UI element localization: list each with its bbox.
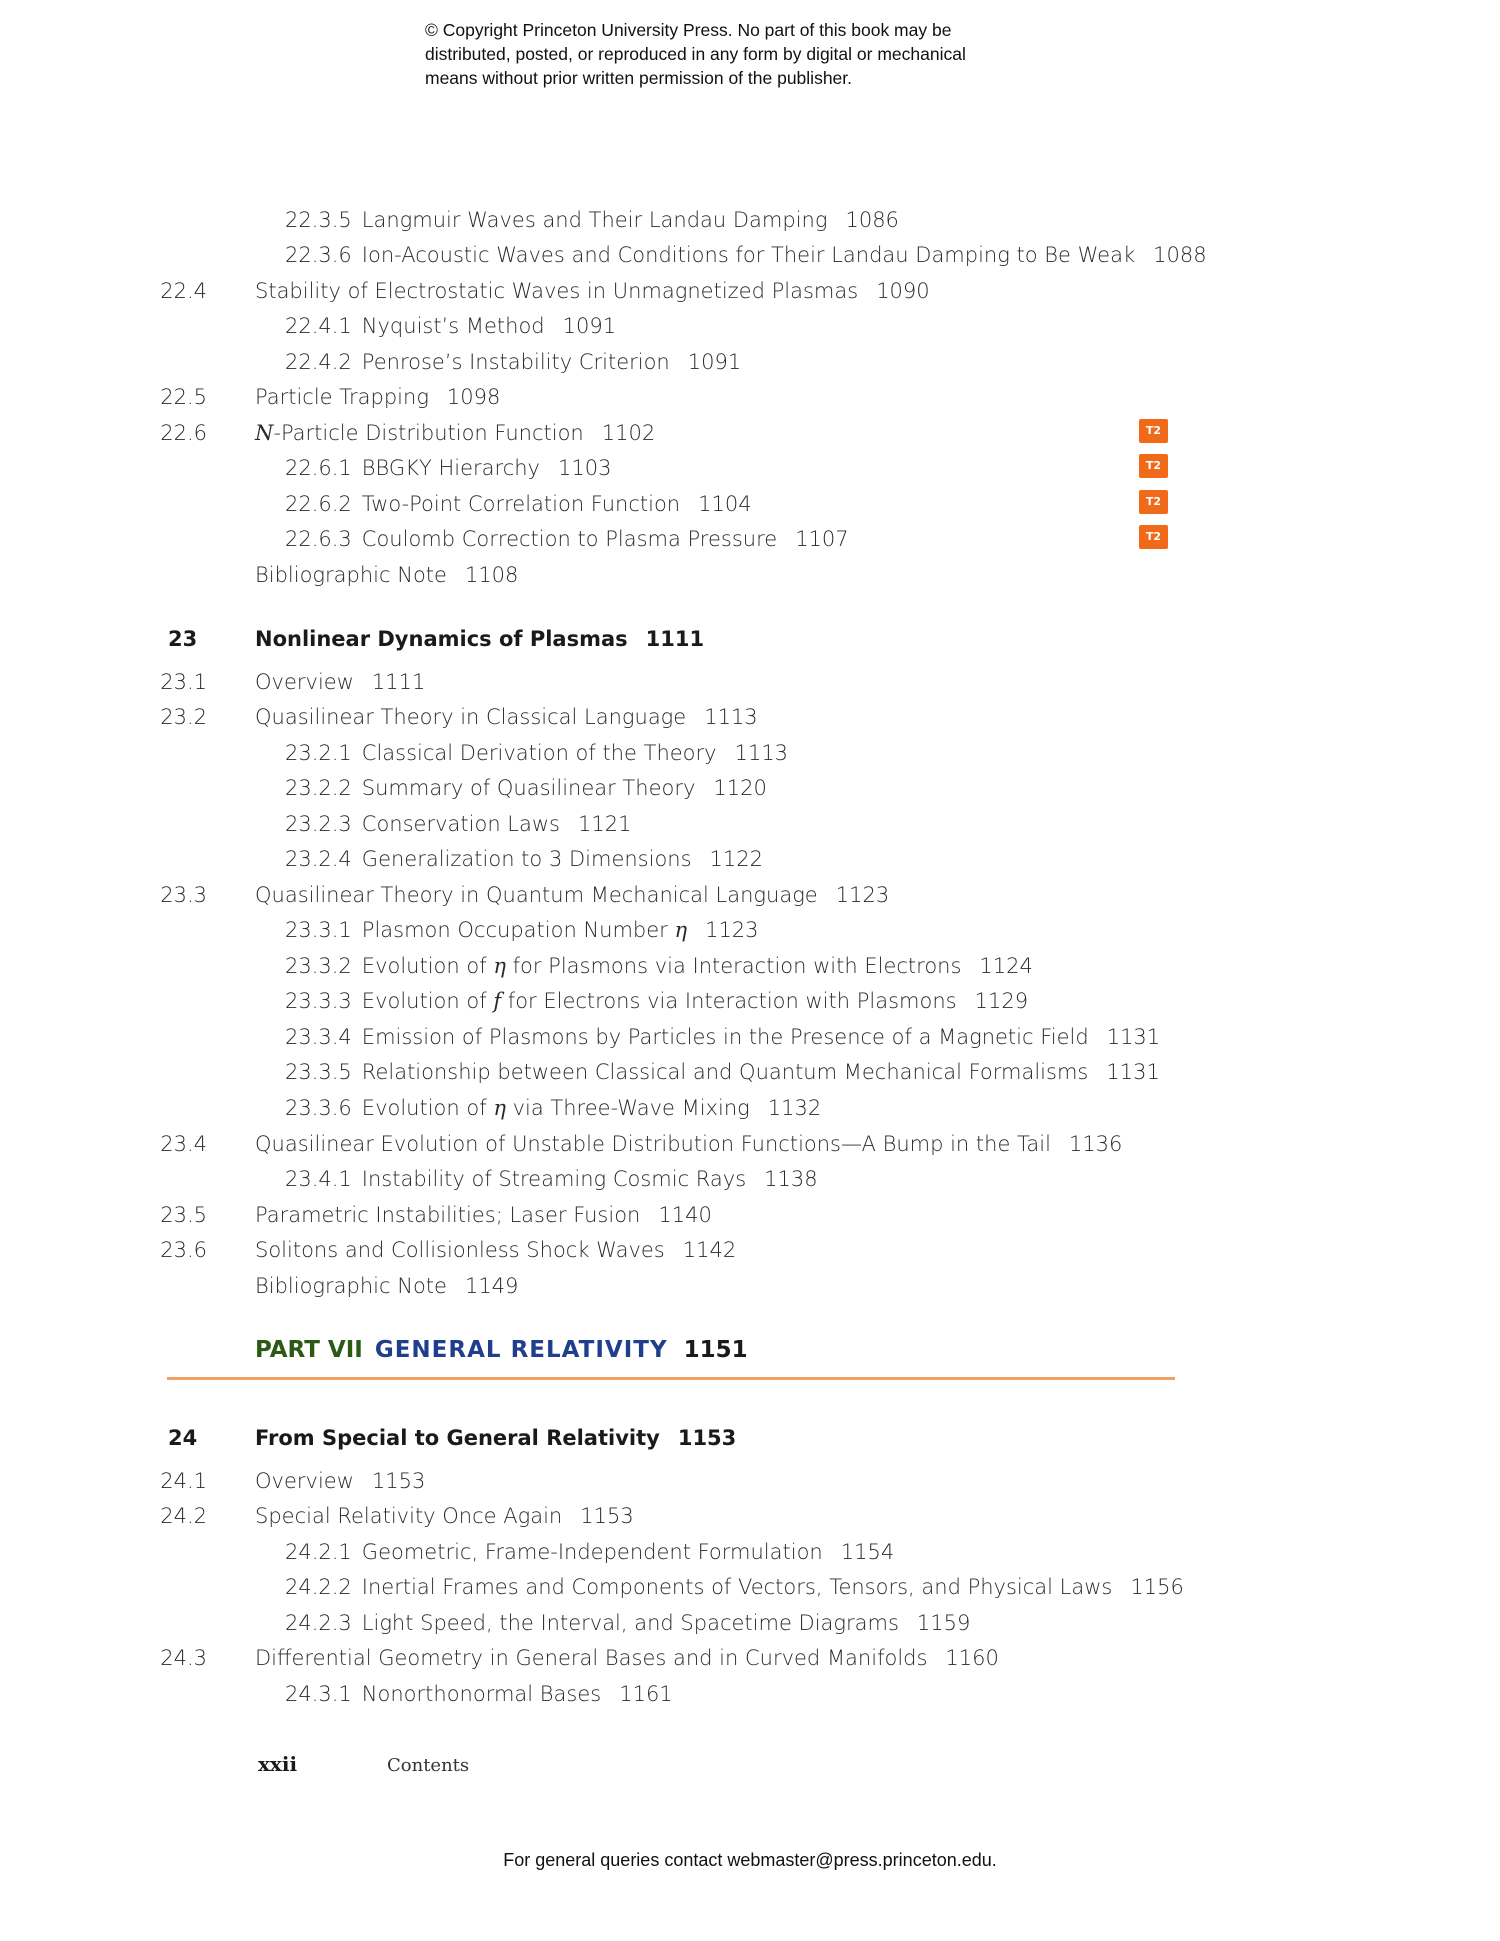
- toc-entry: [285, 952, 1033, 980]
- page-number: 1159: [916, 1611, 971, 1635]
- toc-entry: [255, 1467, 425, 1495]
- section-number: 24.1: [160, 1469, 207, 1493]
- part-label: PART VII: [255, 1337, 363, 1363]
- section-number: 22.4.1: [285, 314, 352, 338]
- section-title: Differential Geometry in General Bases and in Curved Manifolds: [255, 1646, 928, 1670]
- copyright-line: © Copyright Princeton University Press. No part of this book may be: [425, 20, 952, 40]
- math-symbol: η: [674, 918, 688, 942]
- section-number: 23.2.2: [285, 776, 352, 800]
- toc-entry: [285, 1094, 821, 1122]
- section-title: Relationship between Classical and Quantum Mechanical Formalisms: [361, 1060, 1089, 1084]
- section-number: 23.6: [160, 1238, 207, 1262]
- section-title: Langmuir Waves and Their Landau Damping: [361, 208, 828, 232]
- section-title: Solitons and Collisionless Shock Waves: [255, 1238, 665, 1262]
- page-number: 1123: [705, 918, 759, 942]
- page-number: 1086: [845, 208, 899, 232]
- page-number: 1160: [945, 1646, 999, 1670]
- page-number: 1153: [677, 1426, 737, 1450]
- toc-entry: [285, 1058, 1160, 1086]
- section-number: 24.2.1: [285, 1540, 352, 1564]
- section-title: Particle Trapping: [255, 385, 429, 409]
- section-title: BBGKY Hierarchy: [361, 456, 540, 480]
- toc-entry: [285, 490, 752, 518]
- track-two-badge: T2: [1139, 419, 1168, 443]
- toc-entry: [255, 668, 425, 696]
- section-title: Special Relativity Once Again: [255, 1504, 563, 1528]
- section-number: 23.2: [160, 705, 207, 729]
- math-symbol: η: [493, 1096, 506, 1120]
- section-number: 23.2.1: [285, 741, 352, 765]
- toc-entry: [285, 241, 1207, 269]
- section-number: 23.3.5: [285, 1060, 352, 1084]
- page-number: 1154: [840, 1540, 895, 1564]
- chapter-heading: [255, 1424, 736, 1452]
- page-number: 1131: [1106, 1025, 1161, 1049]
- toc-entry: [255, 703, 758, 731]
- page-number: 1124: [979, 954, 1033, 978]
- section-title: Classical Derivation of the Theory: [361, 741, 717, 765]
- toc-entry: [285, 1538, 894, 1566]
- page-number: 1088: [1153, 243, 1207, 267]
- section-title: Geometric, Frame-Independent Formulation: [361, 1540, 823, 1564]
- toc-entry: [285, 1680, 673, 1708]
- page-number: 1122: [709, 847, 763, 871]
- section-title: Inertial Frames and Components of Vectors, Tensors, and Physical Laws: [361, 1575, 1113, 1599]
- page-number: 1138: [764, 1167, 818, 1191]
- page-number: 1108: [464, 563, 519, 587]
- section-number: 23.3.2: [285, 954, 352, 978]
- copyright-line: distributed, posted, or reproduced in any form by digital or mechanical: [425, 44, 966, 64]
- page-number: 1132: [767, 1096, 822, 1120]
- section-number: 23.1: [160, 670, 207, 694]
- toc-entry: [285, 1609, 970, 1637]
- section-number: 23.3.3: [285, 989, 352, 1013]
- section-number: 22.6.1: [285, 456, 352, 480]
- toc-entry: [255, 383, 500, 411]
- chapter-number: 24: [168, 1426, 198, 1450]
- toc-entry: [285, 312, 616, 340]
- section-title: Emission of Plasmons by Particles in the Presence of a Magnetic Field: [361, 1025, 1089, 1049]
- toc-entry: [285, 987, 1028, 1015]
- toc-entry: [285, 774, 767, 802]
- track-two-badge: T2: [1139, 454, 1168, 478]
- chapter-title: From Special to General Relativity: [255, 1426, 660, 1450]
- section-title: Evolution of: [361, 989, 487, 1013]
- footer-contact: For general queries contact webmaster@press.princeton.edu.: [503, 1850, 997, 1870]
- page-number: 1153: [580, 1504, 634, 1528]
- section-number: 22.6.2: [285, 492, 352, 516]
- section-number: 24.2.3: [285, 1611, 352, 1635]
- toc-entry: [255, 881, 889, 909]
- section-title: Quasilinear Theory in Quantum Mechanical Language: [255, 883, 818, 907]
- copyright-notice: [425, 18, 1065, 90]
- section-number: 24.3.1: [285, 1682, 352, 1706]
- page-number: 1149: [464, 1274, 519, 1298]
- toc-entry: [285, 454, 611, 482]
- section-title: Nonorthonormal Bases: [361, 1682, 602, 1706]
- page-number: 1091: [562, 314, 617, 338]
- section-title: Conservation Laws: [361, 812, 560, 836]
- section-title: Coulomb Correction to Plasma Pressure: [361, 527, 778, 551]
- page-number: 1102: [601, 421, 656, 445]
- page-number: 1113: [704, 705, 758, 729]
- section-title: Parametric Instabilities; Laser Fusion: [255, 1203, 641, 1227]
- toc-entry: [285, 1165, 818, 1193]
- page-number: 1103: [557, 456, 612, 480]
- section-number: 22.5: [160, 385, 207, 409]
- toc-entry: [285, 206, 899, 234]
- section-title: Bibliographic Note: [255, 1274, 447, 1298]
- toc-entry: [285, 1573, 1184, 1601]
- part-divider: [167, 1377, 1175, 1380]
- page-number: 1161: [619, 1682, 673, 1706]
- section-title: Nyquist’s Method: [361, 314, 545, 338]
- page-number: 1107: [795, 527, 849, 551]
- page-number: 1111: [645, 627, 705, 651]
- page-number: 1123: [835, 883, 890, 907]
- section-number: 24.3: [160, 1646, 207, 1670]
- section-number: 23.4.1: [285, 1167, 352, 1191]
- page-number: 1120: [713, 776, 767, 800]
- running-head: Contents: [387, 1755, 470, 1776]
- page-number: 1104: [698, 492, 752, 516]
- toc-entry: [255, 1201, 712, 1229]
- copyright-line: means without prior written permission of the publisher.: [425, 68, 853, 88]
- section-number: 23.2.4: [285, 847, 352, 871]
- math-symbol: η: [493, 954, 506, 978]
- section-title: Evolution of: [361, 954, 487, 978]
- section-number: 23.4: [160, 1132, 207, 1156]
- section-title: Light Speed, the Interval, and Spacetime Diagrams: [361, 1611, 899, 1635]
- toc-entry: [255, 1502, 634, 1530]
- chapter-number: 23: [168, 627, 198, 651]
- section-title: Overview: [255, 670, 354, 694]
- toc-entry: [255, 1644, 999, 1672]
- section-title: Instability of Streaming Cosmic Rays: [361, 1167, 747, 1191]
- section-number: 22.4.2: [285, 350, 352, 374]
- section-number: 23.3.6: [285, 1096, 352, 1120]
- toc-entry: [255, 419, 655, 447]
- page-number: 1111: [371, 670, 426, 694]
- page-number: 1090: [876, 279, 930, 303]
- toc-entry: [285, 845, 763, 873]
- toc-entry: [255, 561, 518, 589]
- section-title: Bibliographic Note: [255, 563, 447, 587]
- page-number: 1140: [658, 1203, 712, 1227]
- toc-entry: [285, 810, 631, 838]
- section-number: 23.3: [160, 883, 207, 907]
- toc-entry: [285, 1023, 1160, 1051]
- math-symbol: f: [493, 989, 502, 1013]
- folio-page-number: xxii: [258, 1752, 298, 1776]
- chapter-title: Nonlinear Dynamics of Plasmas: [255, 627, 628, 651]
- page-number: 1136: [1068, 1132, 1123, 1156]
- section-number: 23.3.1: [285, 918, 352, 942]
- page-number: 1151: [683, 1337, 748, 1363]
- section-title: Generalization to 3 Dimensions: [361, 847, 692, 871]
- part-title: GENERAL RELATIVITY: [374, 1337, 668, 1363]
- section-title: Ion-Acoustic Waves and Conditions for Their Landau Damping to Be Weak: [361, 243, 1136, 267]
- page-number: 1113: [734, 741, 789, 765]
- section-number: 22.3.6: [285, 243, 352, 267]
- section-title: via Three-Wave Mixing: [512, 1096, 750, 1120]
- page-number: 1098: [446, 385, 501, 409]
- section-number: 23.2.3: [285, 812, 352, 836]
- section-number: 22.4: [160, 279, 207, 303]
- section-number: 22.3.5: [285, 208, 352, 232]
- section-title: -Particle Distribution Function: [273, 421, 584, 445]
- toc-entry: [285, 916, 759, 944]
- section-title: Summary of Quasilinear Theory: [361, 776, 696, 800]
- section-number: 24.2.2: [285, 1575, 352, 1599]
- toc-entry: [285, 739, 788, 767]
- section-title: Quasilinear Evolution of Unstable Distribution Functions—A Bump in the Tail: [255, 1132, 1051, 1156]
- toc-entry: [255, 277, 930, 305]
- page-number: 1129: [974, 989, 1029, 1013]
- chapter-heading: [255, 625, 704, 653]
- toc-entry: [285, 348, 741, 376]
- track-two-badge: T2: [1139, 525, 1168, 549]
- section-title: Plasmon Occupation Number: [361, 918, 668, 942]
- page-number: 1142: [682, 1238, 737, 1262]
- section-title: for Electrons via Interaction with Plasmons: [507, 989, 957, 1013]
- toc-entry: [255, 1272, 518, 1300]
- section-number: 22.6.3: [285, 527, 352, 551]
- section-title: Two-Point Correlation Function: [361, 492, 681, 516]
- toc-entry: [255, 1130, 1122, 1158]
- toc-entry: [255, 1236, 736, 1264]
- part-heading: [255, 1335, 748, 1365]
- section-title: Evolution of: [361, 1096, 487, 1120]
- section-title: Quasilinear Theory in Classical Language: [255, 705, 687, 729]
- page-number: 1131: [1106, 1060, 1160, 1084]
- track-two-badge: T2: [1139, 490, 1168, 514]
- section-title: Overview: [255, 1469, 354, 1493]
- math-symbol: N: [255, 421, 274, 445]
- page-number: 1153: [371, 1469, 426, 1493]
- page-number: 1156: [1130, 1575, 1184, 1599]
- section-title: Stability of Electrostatic Waves in Unmagnetized Plasmas: [255, 279, 859, 303]
- section-number: 24.2: [160, 1504, 207, 1528]
- page-number: 1091: [687, 350, 742, 374]
- section-number: 23.3.4: [285, 1025, 352, 1049]
- section-title: Penrose’s Instability Criterion: [361, 350, 670, 374]
- section-title: for Plasmons via Interaction with Electrons: [512, 954, 962, 978]
- section-number: 23.5: [160, 1203, 207, 1227]
- toc-entry: [285, 525, 849, 553]
- page-number: 1121: [578, 812, 632, 836]
- section-number: 22.6: [160, 421, 207, 445]
